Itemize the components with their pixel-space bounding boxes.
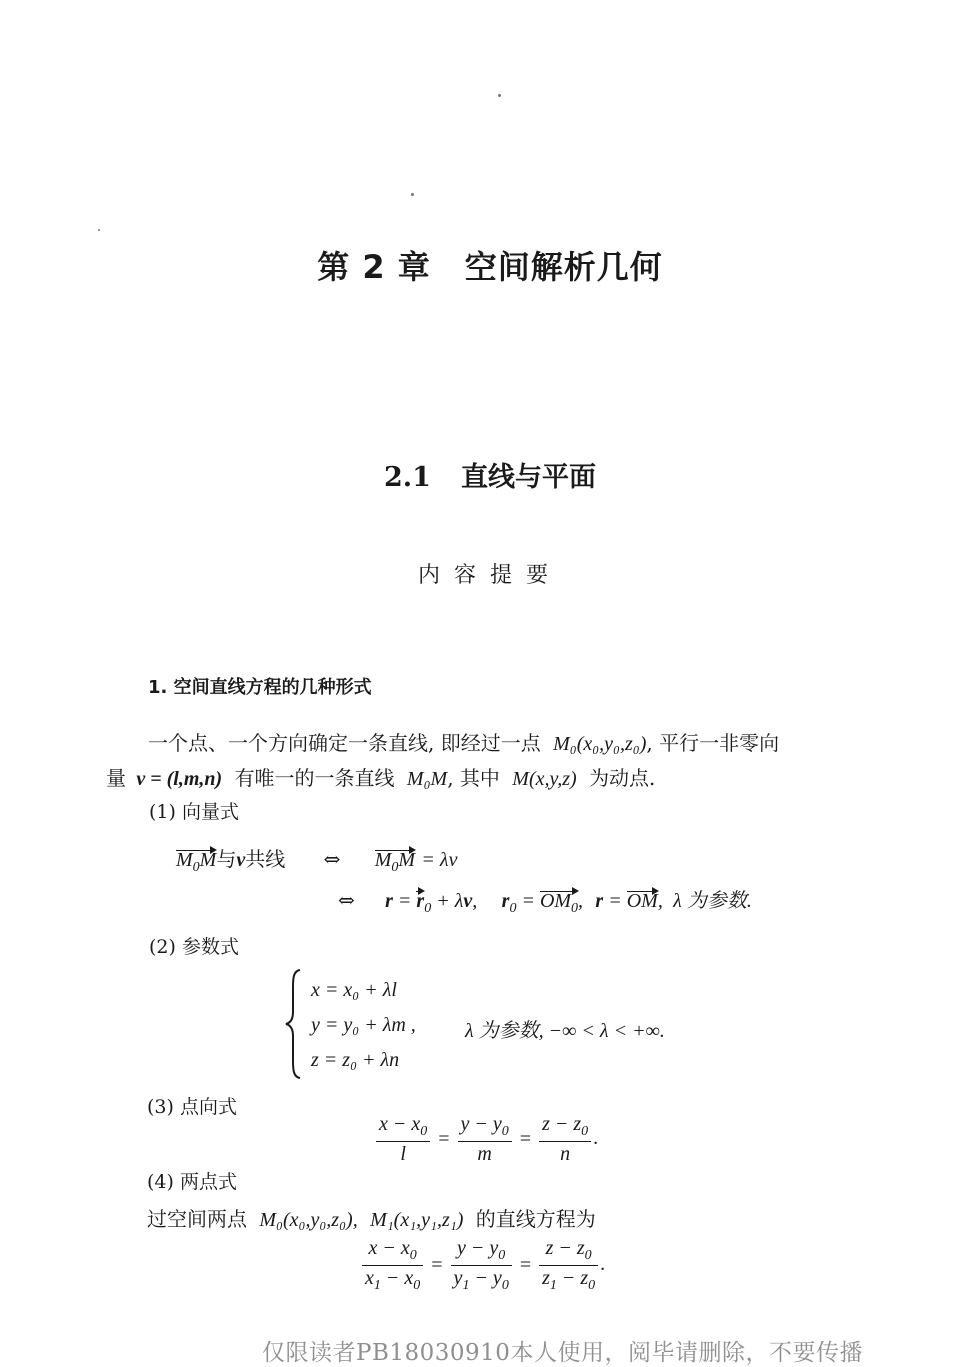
chapter-title xyxy=(0,242,980,288)
param-eq-y: y = y₀ + λm , xyxy=(311,1014,416,1036)
left-brace xyxy=(284,968,302,1080)
param-eq-z: z = z₀ + λn xyxy=(311,1049,400,1071)
two-point-description: 过空间两点 M₀(x₀,y₀,z₀), M₁(x₁,y₁,z₁) 的直线方程为 xyxy=(147,1207,596,1231)
chapter-number: 第 2 章 xyxy=(317,248,431,286)
section-name: 直线与平面 xyxy=(460,462,596,493)
form-label-two-point: (4) 两点式 xyxy=(147,1171,237,1193)
vector-form-line-1: $M_0M$与v共线 ⇔ $M_0M = \lambda v$ xyxy=(176,847,458,875)
vector-m0m: $M_0M$ xyxy=(374,849,416,875)
two-point-equation: $\frac{x - x_0}{x_1 - x_0}$ = $\frac{y - y_0}{y_1 - y_0}$ = $\frac{z - z_0}{z_1 - z_0}$ . xyxy=(360,1237,605,1294)
scan-speck xyxy=(411,193,414,196)
iff-symbol: ⇔ xyxy=(338,888,355,912)
param-note: λ 为参数, −∞ < λ < +∞. xyxy=(465,1020,665,1042)
vector-m0m: $M_0M$ xyxy=(176,849,217,875)
intro-line-2: 量 v = (l,m,n) 有唯一的一条直线 M₀M, 其中 M(x,y,z) 为动点. xyxy=(106,766,656,790)
form-label-vector: (1) 向量式 xyxy=(149,801,239,823)
point-direction-equation: $\frac{x - x_0}{l}$ = $\frac{y - y_0}{m}$ = $\frac{z - z_0}{n}$ . xyxy=(374,1113,598,1166)
scan-speck xyxy=(98,229,100,231)
vector-r-def: r = OM, xyxy=(595,890,663,912)
param-eq-x: x = x₀ + λl xyxy=(311,979,397,1001)
form-label-point-direction: (3) 点向式 xyxy=(147,1096,237,1118)
summary-title: 内容提要 xyxy=(417,563,562,588)
form-label-parametric: (2) 参数式 xyxy=(149,936,239,958)
intro-line-1: 一个点、一个方向确定一条直线, 即经过一点 M₀(x₀,y₀,z₀), 平行一非零向 xyxy=(148,731,780,755)
vector-r0-def: $r_0 = OM_0$, xyxy=(501,890,584,916)
vector-form-line-2: ⇔ $r = r_0 + \lambda v$, $r_0 = OM_0$, r = OM, λ 为参数. xyxy=(338,888,752,916)
section-number: 2.1 xyxy=(384,462,431,493)
section-title xyxy=(0,455,980,494)
subsection-heading: 1. 空间直线方程的几种形式 xyxy=(148,677,372,698)
scan-speck xyxy=(498,94,501,97)
chapter-name: 空间解析几何 xyxy=(464,248,663,286)
vector-equation: $r = r_0 + \lambda v$, xyxy=(385,890,478,916)
footer-watermark: 仅限读者PB18030910本人使用，阅毕请删除，不要传播 xyxy=(262,1340,863,1366)
iff-symbol: ⇔ xyxy=(323,847,341,871)
